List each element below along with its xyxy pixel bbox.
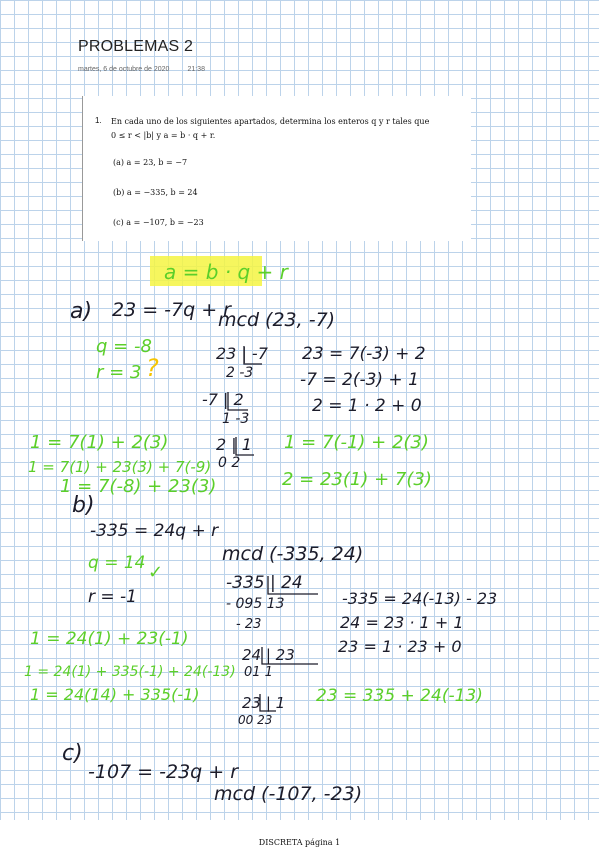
note-b-euclid-3: 23 = 1 · 23 + 0: [338, 637, 462, 656]
note-b-div3-bottom: 00 23: [238, 713, 273, 727]
problem-item-c: (c) a = −107, b = −23: [113, 218, 204, 227]
note-b-green-3: 1 = 24(14) + 335(-1): [30, 685, 200, 704]
note-b-euclid-1: -335 = 24(-13) - 23: [342, 589, 498, 608]
note-a-euclid-3: 2 = 1 · 2 + 0: [312, 396, 422, 416]
note-a-green-2: 1 = 7(1) + 23(3) + 7(-9): [28, 458, 212, 476]
note-a-div3-bottom: 0 2: [218, 455, 241, 471]
note-a-green-1: 1 = 7(1) + 2(3): [30, 432, 169, 453]
note-a-green-4: 1 = 7(-1) + 2(3): [284, 432, 429, 453]
problem-item-a: (a) a = 23, b = −7: [113, 158, 188, 167]
problem-number: 1.: [95, 116, 102, 125]
note-c-equation: -107 = -23q + r: [88, 761, 239, 783]
note-b-green-1: 1 = 24(1) + 23(-1): [30, 629, 189, 649]
note-b-div3-top: 23 | 1: [242, 694, 286, 712]
note-a-mcd: mcd (23, -7): [218, 309, 336, 331]
note-a-div1-top: 23 | -7: [216, 344, 268, 363]
note-a-r: r = 3: [96, 362, 142, 383]
note-a-green-5: 2 = 23(1) + 7(3): [282, 469, 432, 490]
note-b-euclid-2: 24 = 23 · 1 + 1: [340, 613, 464, 632]
note-a-div1-bottom: 2 -3: [226, 365, 254, 381]
note-a-q: q = -8: [96, 336, 152, 357]
note-c-mcd: mcd (-107, -23): [214, 783, 363, 805]
note-b-div1-top: -335 | 24: [226, 573, 303, 593]
note-a-euclid-2: -7 = 2(-3) + 1: [300, 370, 419, 390]
note-a-label: a): [70, 299, 93, 324]
note-b-green-2: 1 = 24(1) + 335(-1) + 24(-13): [24, 664, 236, 680]
note-b-green-4: 23 = 335 + 24(-13): [316, 686, 483, 706]
note-b-div1-middle: - 095 13: [226, 596, 285, 612]
page-date: martes, 6 de octubre de 2020: [78, 66, 170, 73]
note-b-r: r = -1: [88, 587, 137, 607]
problem-item-b: (b) a = −335, b = 24: [113, 188, 198, 197]
note-b-label: b): [72, 493, 95, 518]
note-b-check: ✓: [148, 562, 164, 583]
note-a-div2-bottom: 1 -3: [222, 411, 250, 427]
note-b-mcd: mcd (-335, 24): [222, 543, 364, 565]
note-a-div3-top: 2 | 1: [216, 435, 252, 454]
note-b-div1-bottom: - 23: [236, 617, 262, 632]
problem-statement-line-1: En cada uno de los siguientes apartados, determina los enteros q y r tales que: [111, 117, 430, 126]
note-b-equation: -335 = 24q + r: [90, 521, 219, 541]
note-a-green-3: 1 = 7(-8) + 23(3): [60, 476, 217, 497]
note-c-label: c): [62, 741, 83, 766]
note-highlight-formula: a = b · q + r: [164, 260, 288, 284]
note-a-euclid-1: 23 = 7(-3) + 2: [302, 344, 426, 364]
note-a-question: ?: [146, 354, 159, 382]
note-b-div2-bottom: 01 1: [244, 665, 273, 680]
note-b-q: q = 14: [88, 553, 146, 573]
note-a-div2-top: -7 | 2: [202, 390, 244, 409]
note-b-div2-top: 24 | 23: [242, 646, 295, 664]
page-time: 21:38: [187, 66, 205, 73]
problem-statement-line-2: 0 ≤ r < |b| y a = b · q + r.: [111, 131, 216, 140]
page-footer: DISCRETA página 1: [258, 838, 341, 847]
note-a-equation: 23 = -7q + r: [112, 299, 231, 321]
page-title: PROBLEMAS 2: [78, 38, 194, 55]
